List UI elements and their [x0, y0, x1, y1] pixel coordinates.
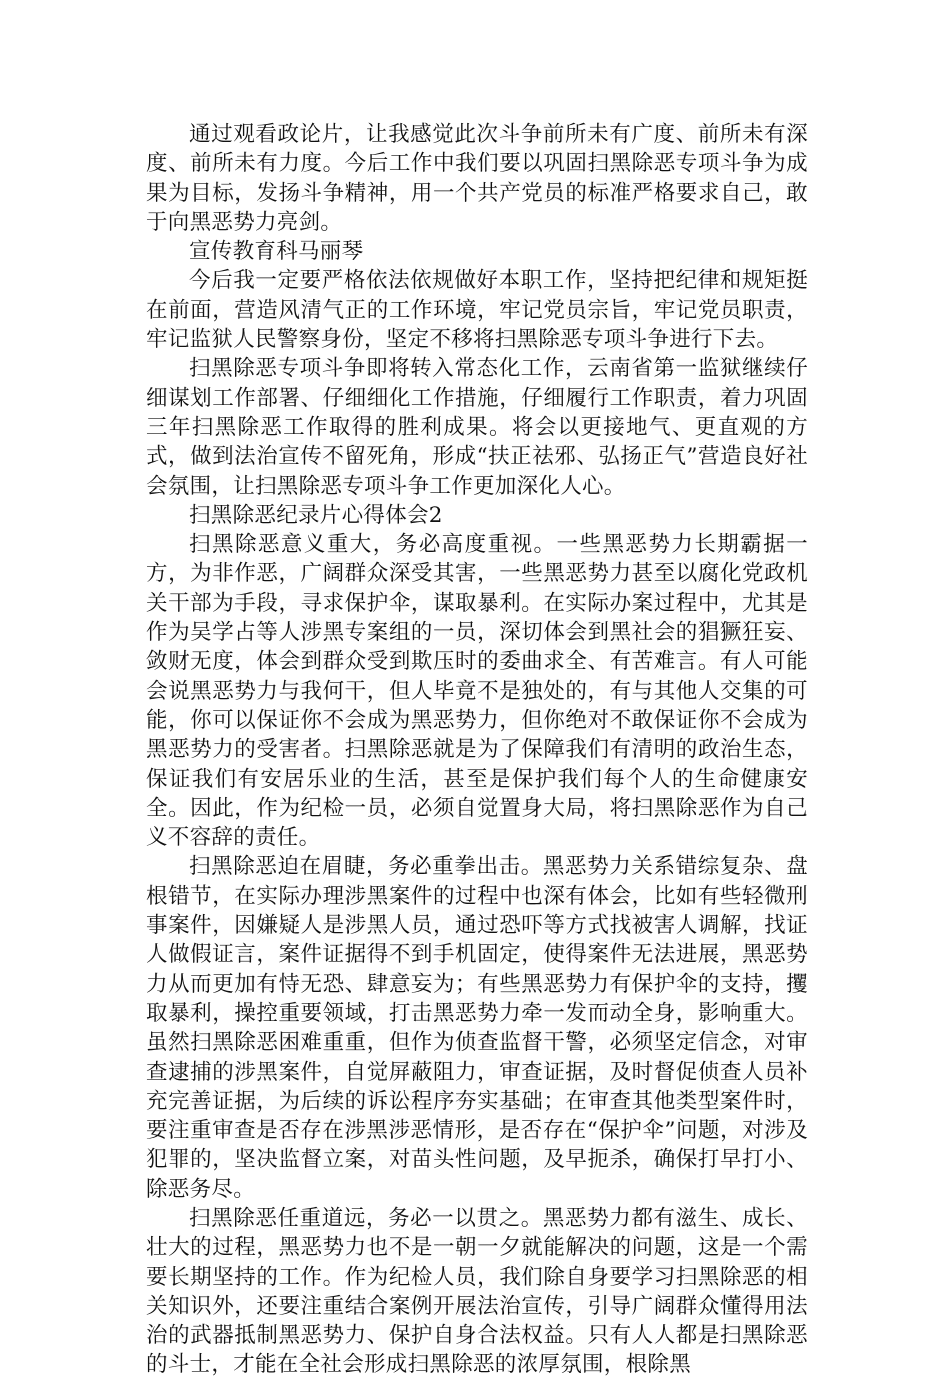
- paragraph-6: 扫黑除恶任重道远，务必一以贯之。黑恶势力都有滋生、成长、壮大的过程，黑恶势力也不是一朝一夕就能解决的问题，这是一个需要长期坚持的工作。作为纪检人员，我们除自身要学习扫黑除恶的相关知识外，还要注重结合案例开展法治宣传，引导广阔群众懂得用法治的武器抵制黑恶势力、保护自身合法权益。只有人人都是扫黑除恶的斗士，才能在全社会形成扫黑除恶的浓厚氛围，根除黑: [146, 1205, 808, 1378]
- paragraph-5: 扫黑除恶迫在眉睫，务必重拳出击。黑恶势力关系错综复杂、盘根错节，在实际办理涉黑案件的过程中也深有体会，比如有些轻微刑事案件，因嫌疑人是涉黑人员，通过恐吓等方式找被害人调解，找证人做假证言，案件证据得不到手机固定，使得案件无法进展，黑恶势力从而更加有恃无恐、肆意妄为；有些黑恶势力有保护伞的支持，攫取暴利，操控重要领域，打击黑恶势力牵一发而动全身，影响重大。虽然扫黑除恶困难重重，但作为侦查监督干警，必须坚定信念，对审查逮捕的涉黑案件，自觉屏蔽阻力，审查证据，及时督促侦查人员补充完善证据，为后续的诉讼程序夯实基础；在审查其他类型案件时，要注重审查是否存在涉黑涉恶情形，是否存在“保护伞”问题，对涉及犯罪的，坚决监督立案，对苗头性问题，及早扼杀，确保打早打小、除恶务尽。: [146, 854, 808, 1202]
- author-line: 宣传教育科马丽琴: [189, 239, 364, 265]
- document-body: [146, 120, 808, 1380]
- paragraph-2: 今后我一定要严格依法依规做好本职工作，坚持把纪律和规矩挺在前面，营造风清气正的工作环境，牢记党员宗旨，牢记党员职责，牢记监狱人民警察身份，坚定不移将扫黑除恶专项斗争进行下去。: [146, 268, 808, 353]
- section-title: 扫黑除恶纪录片心得体会2: [189, 502, 443, 528]
- paragraph-1: 通过观看政论片，让我感觉此次斗争前所未有广度、前所未有深度、前所未有力度。今后工作中我们要以巩固扫黑除恶专项斗争为成果为目标，发扬斗争精神，用一个共产党员的标准严格要求自己，敢于向黑恶势力亮剑。: [146, 122, 808, 235]
- paragraph-4: 扫黑除恶意义重大，务必高度重视。一些黑恶势力长期霸据一方，为非作恶，广阔群众深受其害，一些黑恶势力甚至以腐化党政机关干部为手段，寻求保护伞，谋取暴利。在实际办案过程中，尤其是作为吴学占等人涉黑专案组的一员，深切体会到黑社会的猖獗狂妄、敛财无度，体会到群众受到欺压时的委曲求全、有苦难言。有人可能会说黑恶势力与我何干，但人毕竟不是独处的，有与其他人交集的可能，你可以保证你不会成为黑恶势力，但你绝对不敢保证你不会成为黑恶势力的受害者。扫黑除恶就是为了保障我们有清明的政治生态，保证我们有安居乐业的生活，甚至是保护我们每个人的生命健康安全。因此，作为纪检一员，必须自觉置身大局，将扫黑除恶作为自己义不容辞的责任。: [146, 532, 808, 851]
- paragraph-3: 扫黑除恶专项斗争即将转入常态化工作，云南省第一监狱继续仔细谋划工作部署、仔细细化工作措施，仔细履行工作职责，着力巩固三年扫黑除恶工作取得的胜利成果。将会以更接地气、更直观的方式，做到法治宣传不留死角，形成“扶正祛邪、弘扬正气”营造良好社会氛围，让扫黑除恶专项斗争工作更加深化人心。: [146, 356, 808, 499]
